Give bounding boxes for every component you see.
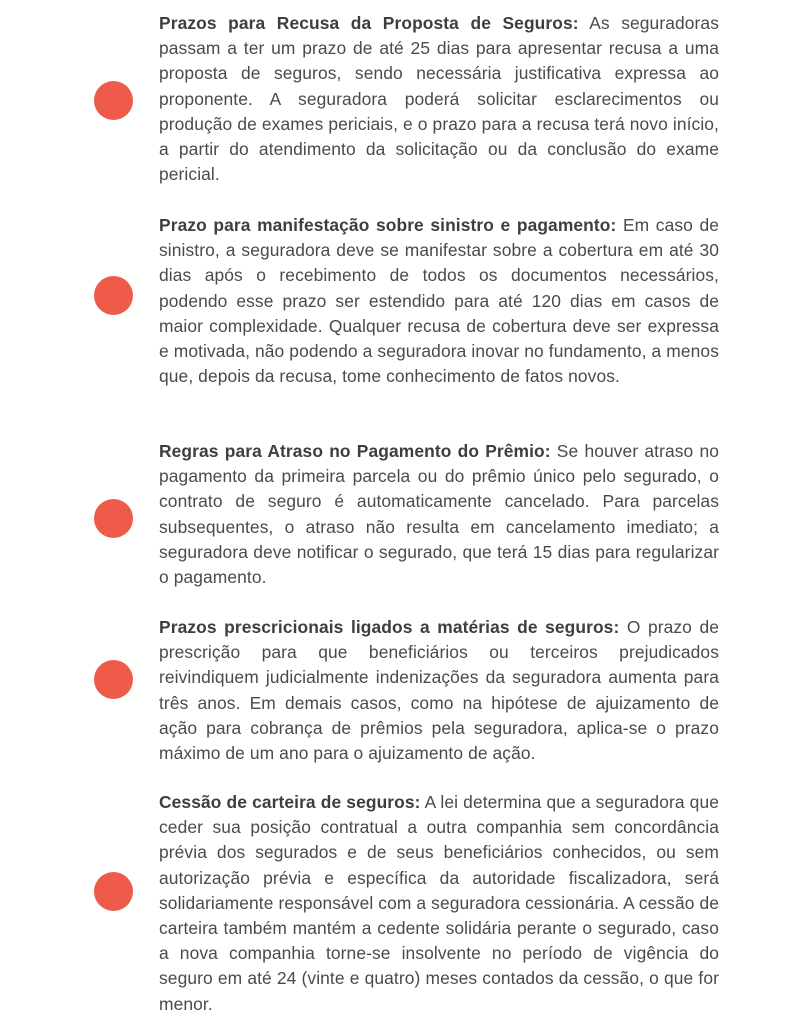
item-title: Prazos prescricionais ligados a matérias de seguros: xyxy=(159,617,620,637)
item-body: A lei determina que a seguradora que ceder sua posição contratual a outra companhia sem concordância prévia dos segurados e de seus beneficiários conhecidos, ou sem autorização prévia e específica da autoridade fiscalizadora, será solidariamente responsável com a seguradora cessionária. A cessão de carteira também mantém a cedente solidária perante o segurado, caso a nova companhia torne-se insolvente no período de vigência do seguro em até 24 (vinte e quatro) meses contados da cessão, o que for menor. xyxy=(159,792,719,1014)
item-title: Cessão de carteira de seguros: xyxy=(159,792,421,812)
bullet-dot xyxy=(94,81,133,120)
item-text xyxy=(159,790,719,1017)
bullet-dot xyxy=(94,660,133,699)
item-body: O prazo de prescrição para que beneficiários ou terceiros prejudicados reivindiquem judicialmente indenizações da seguradora aumenta para três anos. Em demais casos, como na hipótese de ajuizamento de ação para cobrança de prêmios pela seguradora, aplica-se o prazo máximo de um ano para o ajuizamento de ação. xyxy=(159,617,719,764)
item-text xyxy=(159,615,719,766)
item-body: Em caso de sinistro, a seguradora deve se manifestar sobre a cobertura em até 30 dias após o recebimento de todos os documentos necessários, podendo esse prazo ser estendido para até 120 dias em casos de maior complexidade. Qualquer recusa de cobertura deve ser expressa e motivada, não podendo a seguradora inovar no fundamento, a menos que, depois da recusa, tome conhecimento de fatos novos. xyxy=(159,215,719,387)
item-text xyxy=(159,213,719,389)
item-text xyxy=(159,11,719,187)
item-body: As seguradoras passam a ter um prazo de até 25 dias para apresentar recusa a uma proposta de seguros, sendo necessária justificativa expressa ao proponente. A seguradora poderá solicitar esclarecimentos ou produção de exames periciais, e o prazo para a recusa terá novo início, a partir do atendimento da solicitação ou da conclusão do exame pericial. xyxy=(159,13,719,185)
item-body: Se houver atraso no pagamento da primeira parcela ou do prêmio único pelo segurado, o contrato de seguro é automaticamente cancelado. Para parcelas subsequentes, o atraso não resulta em cancelamento imediato; a seguradora deve notificar o segurado, que terá 15 dias para regularizar o pagamento. xyxy=(159,441,719,588)
item-text xyxy=(159,439,719,590)
item-title: Prazos para Recusa da Proposta de Seguros: xyxy=(159,13,579,33)
bullet-dot xyxy=(94,499,133,538)
bullet-dot xyxy=(94,872,133,911)
bullet-dot xyxy=(94,276,133,315)
item-title: Prazo para manifestação sobre sinistro e pagamento: xyxy=(159,215,617,235)
item-title: Regras para Atraso no Pagamento do Prêmio: xyxy=(159,441,551,461)
